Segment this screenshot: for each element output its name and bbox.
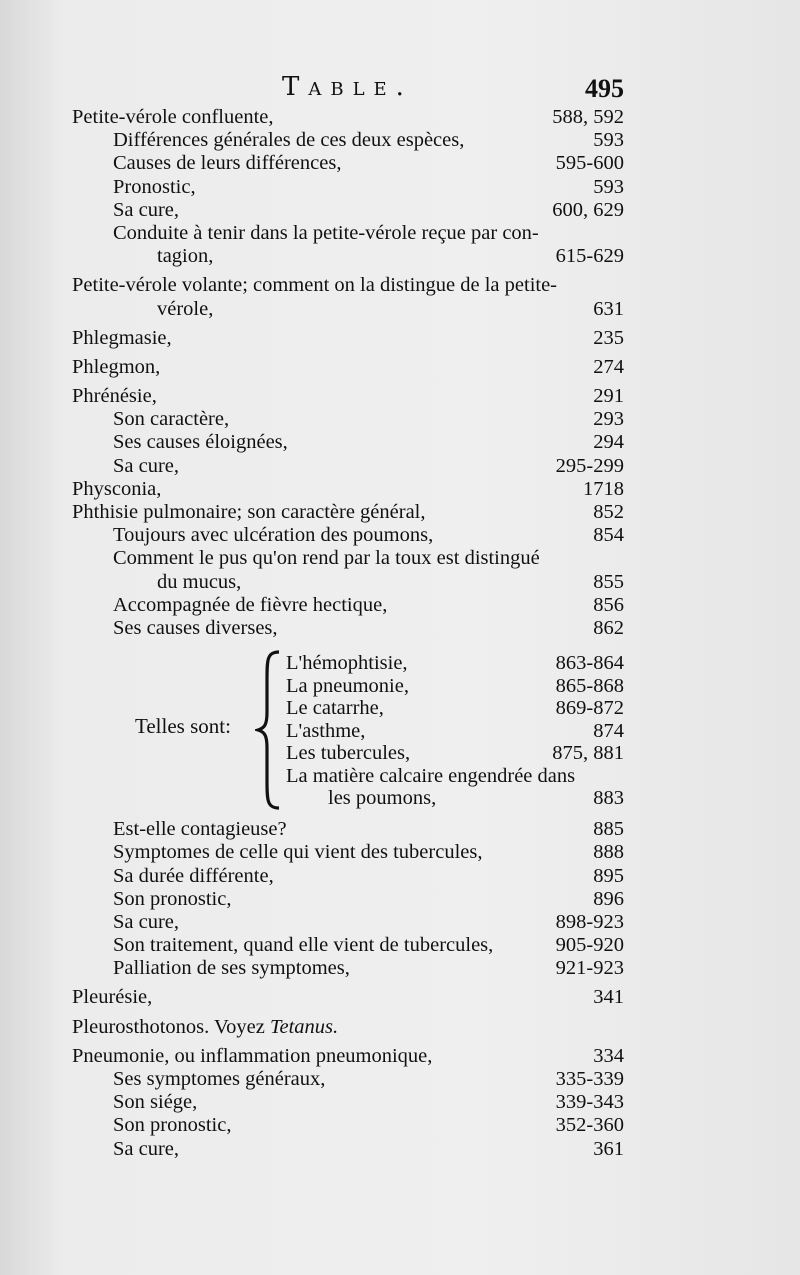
entry-label [113,934,493,957]
index-entry [0,152,800,175]
index-entry [0,1138,800,1161]
entry-label [72,501,426,524]
index-entry [0,501,800,524]
entry-label-text: Pronostic, [113,175,196,198]
index-block-after [0,818,800,1161]
entry-label-text: Sa cure, [113,1137,180,1160]
entry-label-text: Sa cure, [113,454,180,477]
entry-label-text: Petite-vérole confluente, [72,106,274,128]
index-entry [0,1016,800,1039]
entry-label [72,274,557,297]
entry-label [157,571,241,594]
index-entry [0,356,800,379]
entry-page-ref: 274 [593,355,624,378]
curly-brace-icon [255,650,283,810]
entry-label [72,385,157,408]
entry-page-ref: 895 [593,864,624,887]
cause-label: Le catarrhe, [286,697,384,720]
entry-page-ref: 856 [593,593,624,616]
page-number: 495 [585,74,624,103]
entry-label-text: Pneumonie, ou inflammation pneumonique, [72,1044,433,1067]
entry-label-text: Est-elle contagieuse? [113,818,287,841]
entry-label [113,524,433,547]
entry-label [113,841,482,864]
running-title: Table. [282,72,413,102]
index-entry [0,176,800,199]
entry-page-ref: 339-343 [555,1091,624,1114]
index-entry [0,478,800,501]
entry-label [113,911,179,934]
index-entry [0,865,800,888]
entry-label [113,818,287,841]
entry-label [72,327,172,350]
entry-page-ref: 335-339 [555,1068,624,1090]
entry-label [113,152,341,175]
entry-label-text: Phrénésie, [72,385,157,408]
entry-label [113,957,350,980]
entry-page-ref: 631 [593,297,624,320]
entry-page-ref: 600, 629 [552,198,624,221]
entry-label [72,1045,432,1068]
cause-page-ref: 883 [593,787,624,810]
entry-label-text: Symptomes de celle qui vient des tubercules, [113,841,483,864]
index-entries [0,106,800,1161]
entry-page-ref: 295-299 [555,454,624,477]
index-entry [0,957,800,980]
cause-label: L'hémophtisie, [286,652,408,675]
entry-label-text: Phthisie pulmonaire; son caractère général, [72,501,426,523]
entry-label-text: Son traitement, quand elle vient de tubercules, [113,934,494,957]
entry-page-ref: 855 [593,570,624,593]
entry-page-ref: 294 [593,431,624,454]
entry-label-text: Comment le pus qu'on rend par la toux est distingué [113,547,540,570]
index-entry [0,431,800,454]
entry-label-text: Son caractère, [113,408,230,431]
entry-label-text: Sa cure, [113,198,180,221]
entry-label [113,431,288,454]
index-entry [0,1091,800,1114]
index-entry [0,298,800,321]
entry-page-ref: 352-360 [555,1114,624,1137]
entry-label [113,617,278,640]
entry-label-text: Ses causes éloignées, [113,431,288,454]
index-entry [0,455,800,478]
entry-page-ref: 852 [593,501,624,523]
entry-label [113,594,387,617]
index-entry [0,547,800,570]
entry-label-text: du mucus, [157,570,242,593]
entry-page-ref: 593 [593,175,624,198]
cause-page-ref: 865-868 [555,674,624,697]
index-entry [0,222,800,245]
entry-label [113,1114,231,1137]
entry-page-ref: 921-923 [555,957,624,980]
index-entry [0,199,800,222]
index-entry [0,571,800,594]
entry-label-text: Phlegmon, [72,355,161,378]
index-entry [0,385,800,408]
entry-label [113,129,464,152]
entry-label-text: Sa durée différente, [113,864,274,887]
entry-page-ref: 595-600 [555,152,624,175]
cause-page-ref: 863-864 [555,652,624,675]
index-entry [0,934,800,957]
entry-label-text: Différences générales de ces deux espèces, [113,129,465,152]
index-entry [0,1068,800,1091]
entry-label [72,478,161,501]
cause-page-ref: 874 [593,719,624,742]
entry-page-ref: 334 [593,1044,624,1067]
entry-label-text: Son siége, [113,1091,198,1114]
entry-label [72,356,160,379]
entry-label [113,865,274,888]
index-entry [0,594,800,617]
index-entry [0,408,800,431]
entry-label [157,298,213,321]
entry-label [113,1091,197,1114]
entry-label-text: Accompagnée de fièvre hectique, [113,593,388,616]
entry-page-ref: 1718 [583,477,624,500]
cause-label: L'asthme, [286,719,366,742]
cause-page-ref: 869-872 [555,697,624,720]
entry-page-ref: 854 [593,524,624,547]
index-entry [0,106,800,129]
entry-label-text: Toujours avec ulcération des poumons, [113,524,434,547]
index-entry [0,888,800,911]
entry-label-text: Ses causes diverses, [113,616,278,639]
entry-label-text: Physconia, [72,477,162,500]
entry-page-ref: 293 [593,408,624,431]
entry-page-ref: 291 [593,385,624,408]
index-entry [0,524,800,547]
index-entry [0,245,800,268]
entry-label [113,408,229,431]
entry-label [113,1138,179,1161]
entry-page-ref: 588, 592 [552,106,624,128]
entry-label [113,547,540,570]
entry-page-ref: 862 [593,616,624,639]
cause-page-ref: 875, 881 [552,742,624,765]
entry-label [72,986,152,1009]
entry-label [72,106,274,129]
entry-label-text: Son pronostic, [113,1114,232,1137]
index-entry [0,1045,800,1068]
index-entry [0,986,800,1009]
entry-label [113,455,179,478]
entry-label [113,888,231,911]
entry-page-ref: 361 [593,1137,624,1160]
index-entry [0,841,800,864]
cause-label: les poumons, [328,787,437,810]
index-entry [0,1114,800,1137]
entry-page-ref: 235 [593,326,624,349]
entry-label-text: Pleurésie, [72,986,153,1009]
entry-label-text: tagion, [157,245,214,268]
entry-page-ref: 898-923 [555,910,624,933]
entry-label [72,1016,338,1039]
causes-group [0,648,800,814]
entry-page-ref: 593 [593,129,624,152]
entry-label-text: Petite-vérole volante; comment on la distingue de la petite- [72,274,558,297]
entry-page-ref: 615-629 [555,245,624,268]
entry-label-text: Pleurosthotonos. Voyez [72,1015,265,1038]
entry-cross-reference: Tetanus. [269,1015,339,1038]
index-entry [0,818,800,841]
causes-group-label: Telles sont: [135,714,231,739]
entry-label-text: Conduite à tenir dans la petite-vérole reçue par con- [113,221,539,244]
entry-label [113,1068,325,1091]
entry-label-text: Phlegmasie, [72,326,172,349]
entry-label-text: vérole, [157,297,214,320]
entry-label-text: Son pronostic, [113,887,232,910]
entry-label-text: Sa cure, [113,910,180,933]
entry-label [113,199,179,222]
cause-label: Les tubercules, [286,742,411,765]
index-entry [0,911,800,934]
index-entry [0,327,800,350]
entry-label-text: Ses symptomes généraux, [113,1068,326,1090]
cause-label: La pneumonie, [286,674,409,697]
entry-page-ref: 341 [593,986,624,1009]
entry-page-ref: 885 [593,818,624,841]
cause-label: La matière calcaire engendrée dans [286,764,576,787]
entry-label [157,245,213,268]
index-entry [0,129,800,152]
entry-page-ref: 905-920 [555,934,624,957]
entry-page-ref: 888 [593,841,624,864]
index-block-before [0,106,800,640]
index-entry [0,617,800,640]
entry-page-ref: 896 [593,887,624,910]
entry-label [113,222,539,245]
entry-label [113,176,196,199]
entry-label-text: Causes de leurs différences, [113,152,342,175]
entry-label-text: Palliation de ses symptomes, [113,957,350,980]
index-entry [0,274,800,297]
